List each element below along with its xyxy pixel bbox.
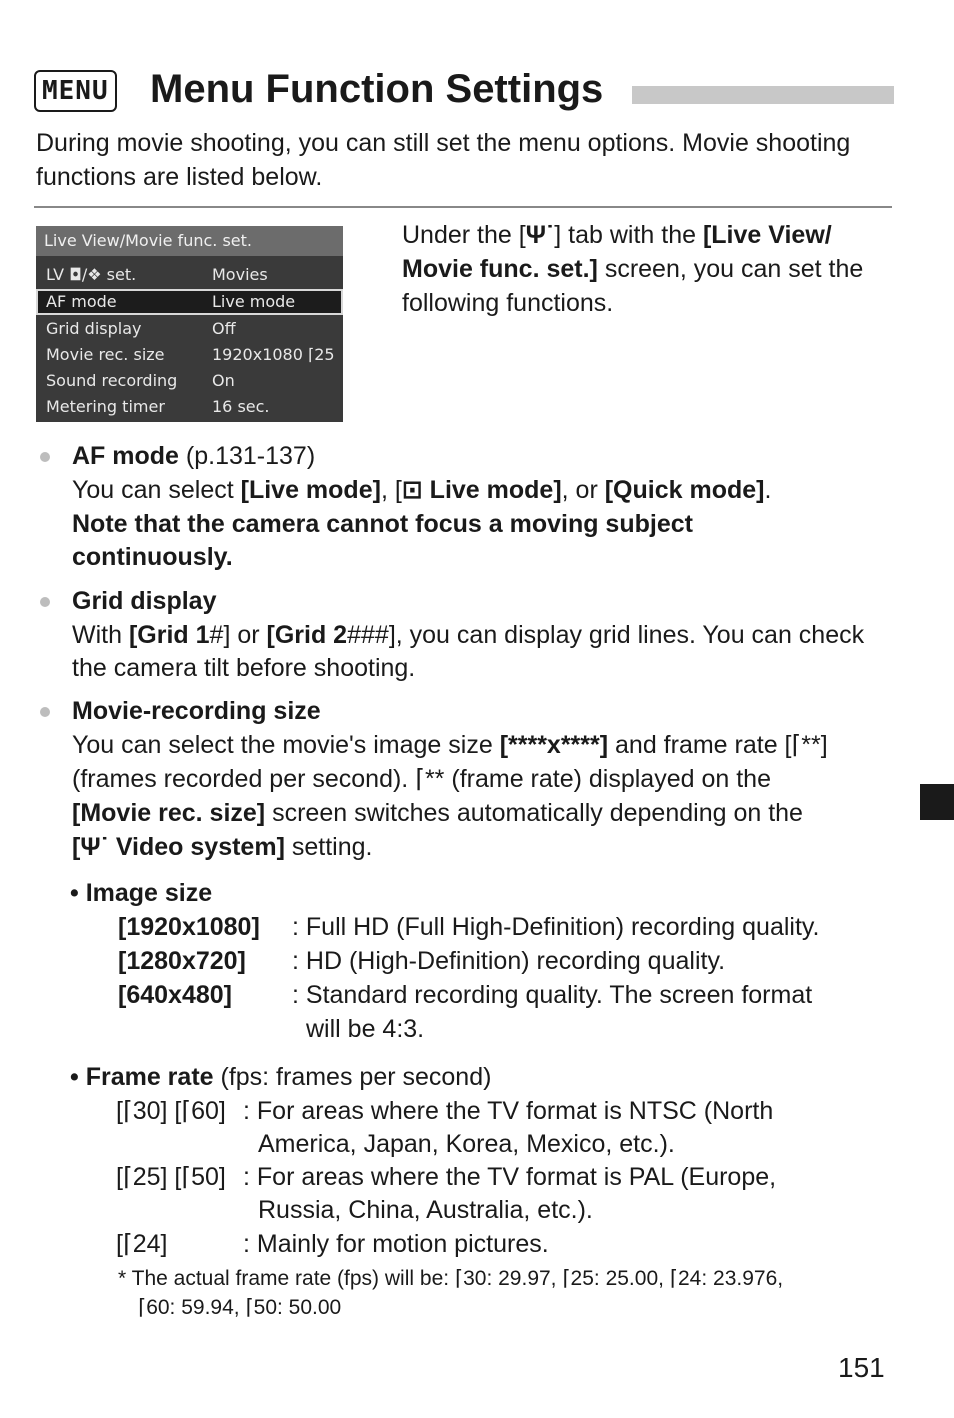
text: You can select — [72, 476, 241, 504]
image-size-heading: • Image size — [70, 879, 213, 907]
text: Under the [ — [402, 221, 526, 249]
frame-rate-desc: : Mainly for motion pictures. — [243, 1230, 549, 1258]
heading: • Frame rate — [70, 1063, 214, 1091]
grid2-icon: ### — [347, 621, 389, 649]
text: (frame rate) displayed on the — [444, 765, 771, 793]
text: With — [72, 621, 129, 649]
movie-size-line3 — [72, 797, 887, 830]
lcd-row-value: Off — [212, 319, 236, 338]
option: [Grid 2 — [266, 621, 348, 649]
bullet-icon — [40, 452, 50, 462]
movie-size-line1 — [72, 729, 887, 762]
image-size-key: [640x480] — [118, 981, 232, 1009]
heading: AF mode — [72, 442, 179, 470]
frame-rate-key: [⌈24] — [116, 1230, 168, 1258]
option: [ — [72, 833, 81, 861]
setup-tab-icon: Ψ˙ — [80, 833, 109, 861]
text: , or — [561, 476, 605, 504]
screen-name: [Live View/ Movie func. set.] — [402, 221, 832, 283]
lcd-row-value: Live mode — [212, 292, 296, 311]
title-decorative-bar — [632, 86, 894, 104]
text: (fps: frames per second) — [213, 1063, 492, 1091]
text: , you can display grid lines. You can check the camera tilt before shooting. — [72, 621, 865, 682]
text: ] — [223, 621, 231, 649]
option: Video system] — [108, 833, 285, 861]
lcd-row-key: Movie rec. size — [46, 345, 165, 364]
lcd-row — [36, 316, 343, 342]
divider — [34, 206, 892, 208]
option: [****x****] — [499, 731, 609, 759]
lcd-row — [36, 262, 343, 288]
image-size-desc-cont: will be 4:3. — [306, 1015, 425, 1043]
lcd-row-key: LV ◘/❖ set. — [46, 265, 137, 284]
frame-rate-desc-cont: Russia, China, Australia, etc.). — [258, 1196, 593, 1224]
camera-menu-screenshot — [36, 226, 343, 422]
text: screen switches automatically depending on the — [265, 799, 803, 827]
text: You can select the movie's image size — [72, 731, 500, 759]
frame-rate-key: [⌈30] [⌈60] — [116, 1097, 226, 1125]
lcd-row — [36, 394, 343, 420]
lcd-row-value: 16 sec. — [212, 397, 270, 416]
frame-rate-icon: ⌈** — [791, 731, 821, 759]
lcd-row — [36, 368, 343, 394]
image-size-desc: : Standard recording quality. The screen format — [292, 981, 813, 1009]
af-mode-heading — [72, 440, 872, 473]
text: or — [230, 621, 267, 649]
grid-display-text — [72, 619, 887, 685]
page-ref: (p.131-137) — [178, 442, 316, 470]
option: [Quick mode] — [604, 476, 765, 504]
image-size-key: [1280x720] — [118, 947, 246, 975]
setup-tab-icon: Ψ˙ — [525, 221, 555, 249]
intro-paragraph: During movie shooting, you can still set the menu options. Movie shooting functions are listed below. — [36, 129, 851, 191]
lcd-row-selected — [36, 289, 343, 315]
text: setting. — [284, 833, 373, 861]
movie-size-heading — [72, 695, 872, 728]
image-size-desc: : Full HD (Full High-Definition) recording quality. — [292, 913, 820, 941]
frame-rate-desc: : For areas where the TV format is PAL (Europe, — [243, 1163, 777, 1191]
face-detect-icon: ⊡ — [401, 476, 423, 504]
option: [Live mode] — [240, 476, 381, 504]
frame-rate-footnote: * The actual frame rate (fps) will be: ⌈30: 29.97, ⌈25: 25.00, ⌈24: 23.976, — [118, 1267, 784, 1290]
text: (frames recorded per second). — [72, 765, 416, 793]
option: [Movie rec. size] — [72, 799, 266, 827]
grid-display-heading — [72, 585, 872, 618]
frame-rate-desc-cont: America, Japan, Korea, Mexico, etc.). — [258, 1130, 675, 1158]
text: ] — [388, 621, 396, 649]
text: ] — [820, 731, 828, 759]
lcd-row-key: Grid display — [46, 319, 142, 338]
lcd-row-value: 1920x1080 ⌈25 — [212, 345, 335, 364]
lcd-row-key: Metering timer — [46, 397, 165, 416]
text: and frame rate [ — [608, 731, 792, 759]
option: Live mode] — [422, 476, 562, 504]
frame-rate-heading — [70, 1061, 491, 1094]
heading: Movie-recording size — [72, 697, 321, 725]
movie-size-line2 — [72, 763, 887, 796]
bullet-icon — [40, 597, 50, 607]
option: [Grid 1 — [128, 621, 210, 649]
frame-rate-key: [⌈25] [⌈50] — [116, 1163, 226, 1191]
lcd-row-key: Sound recording — [46, 371, 178, 390]
page-number: 151 — [838, 1352, 885, 1383]
text: , [ — [380, 476, 402, 504]
lcd-row-value: Movies — [212, 265, 268, 284]
menu-badge-icon: MENU — [34, 70, 117, 112]
lcd-title: Live View/Movie func. set. — [36, 226, 343, 256]
lcd-row-key: AF mode — [46, 292, 117, 311]
frame-rate-icon: ⌈** — [415, 765, 445, 793]
movie-size-line4 — [72, 831, 887, 864]
grid1-icon: # — [209, 621, 224, 649]
lcd-row — [36, 342, 343, 368]
frame-rate-footnote-cont: ⌈60: 59.94, ⌈50: 50.00 — [138, 1296, 342, 1319]
image-size-key: [1920x1080] — [118, 913, 260, 941]
heading: Grid display — [72, 587, 217, 615]
section-tab-marker — [920, 784, 954, 820]
frame-rate-desc: : For areas where the TV format is NTSC (North — [243, 1097, 774, 1125]
bullet-icon — [40, 707, 50, 717]
af-mode-line — [72, 474, 872, 507]
page-title: Menu Function Settings — [150, 67, 604, 111]
text: screen, you can set the following functions. — [402, 255, 864, 317]
image-size-desc: : HD (High-Definition) recording quality. — [292, 947, 726, 975]
af-mode-note: Note that the camera cannot focus a moving subject continuously. — [72, 510, 693, 571]
text: ] tab with the — [554, 221, 703, 249]
lcd-row-value: On — [212, 371, 235, 390]
side-description — [402, 218, 872, 320]
text: . — [764, 476, 772, 504]
